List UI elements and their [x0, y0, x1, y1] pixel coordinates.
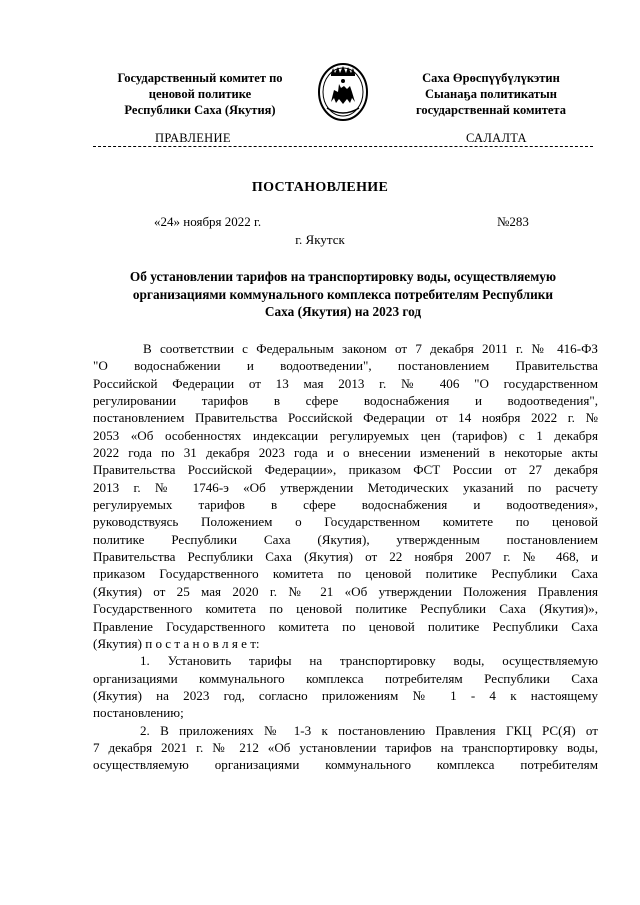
body-line: руководствуясь Положением о Государственном комитете по ценовой	[93, 514, 598, 530]
issuer-line: Саха Өрөспүүбүлүкэтин	[422, 71, 560, 85]
body-line: политике Республики Саха (Якутия), утвержденным постановлением	[93, 531, 598, 547]
document-number: №283	[497, 214, 529, 229]
subject-line: Саха (Якутия) на 2023 год	[264, 304, 422, 319]
body-line: (Якутия) п о с т а н о в л я е т:	[93, 635, 260, 651]
issuer-name-yakut	[386, 70, 596, 118]
body-line: регулируемых тарифов в сфере водоснабжения и водоотведения»,	[93, 497, 598, 513]
body-line: 2053 «Об особенностях индексации регулируемых цен (тарифов) с 1 декабря	[93, 427, 598, 443]
body-line: В соответствии с Федеральным законом от 7 декабря 2011 г. № 416-ФЗ	[143, 341, 598, 356]
document-title: ПОСТАНОВЛЕНИЕ	[251, 180, 389, 195]
body-line: (Якутия) от 25 мая 2020 г. № 21 «Об утверждении Положения Правления	[93, 583, 598, 599]
body-line: "О водоснабжении и водоотведении", постановлением Правительства	[93, 358, 598, 374]
subject-line: организациями коммунального комплекса потребителям Республики	[132, 286, 554, 302]
body-line: 7 декабря 2021 г. № 212 «Об установлении тарифов на транспортировку воды,	[93, 739, 598, 755]
document-date: «24» ноября 2022 г.	[154, 214, 262, 229]
body-line: приказом Государственного комитета по ценовой политике Республики Саха	[93, 566, 598, 582]
body-line: (Якутия) на 2023 год, согласно приложениям № 1 - 4 к настоящему	[93, 687, 598, 703]
body-line: постановлением Правительства Российской Федерации от 14 ноября 2022 г. №	[93, 410, 598, 426]
issuer-name-russian	[95, 70, 305, 118]
body-line: 1. Установить тарифы на транспортировку воды, осуществляемую	[140, 653, 598, 669]
board-label-yakut: САЛАЛТА	[466, 131, 527, 145]
issuer-line: Сыанаҕа политикатын	[425, 87, 557, 101]
body-line: 2. В приложениях № 1-3 к постановлению Правления ГКЦ РС(Я) от	[140, 722, 598, 738]
board-label-russian: ПРАВЛЕНИЕ	[155, 131, 231, 145]
body-line: организациями коммунального комплекса потребителям Республики Саха	[93, 670, 598, 686]
body-line: Правление Государственного комитета по ценовой политике Республики Саха	[93, 618, 598, 634]
issuer-line: ценовой политике	[148, 87, 252, 101]
body-line: 2013 г. № 1746-э «Об утверждении Методических указаний по расчету	[93, 479, 598, 495]
body-line: осуществляемую организациями коммунального комплекса потребителям	[93, 757, 598, 773]
coat-of-arms-icon	[317, 62, 369, 122]
body-line: Правительства Республики Саха (Якутия) от 22 ноября 2007 г. № 468, и	[93, 549, 598, 565]
body-line: 2022 года по 31 декабря 2023 года и о внесении изменений в некоторые акты	[93, 445, 598, 461]
issuer-line: Республики Саха (Якутия)	[124, 103, 276, 117]
document-city: г. Якутск	[295, 232, 345, 247]
issuer-line: Государственный комитет по	[117, 71, 283, 85]
body-line: Государственного комитета по ценовой политике Республики Саха (Якутия)»,	[93, 601, 598, 617]
document-subject	[93, 268, 593, 321]
document-body	[93, 340, 598, 774]
body-line: регулировании тарифов в сфере водоснабжения и водоотведения",	[93, 393, 598, 409]
header-divider	[93, 146, 593, 147]
subject-line: Об установлении тарифов на транспортировку воды, осуществляемую	[129, 269, 557, 284]
issuer-line: государственнай комитета	[416, 103, 566, 117]
body-line: Российской Федерации от 13 мая 2013 г. № 406 "О государственном	[93, 375, 598, 391]
body-line: Правительства Российской Федерации», приказом ФСТ России от 27 декабря	[93, 462, 598, 478]
body-line: постановлению;	[93, 705, 184, 721]
